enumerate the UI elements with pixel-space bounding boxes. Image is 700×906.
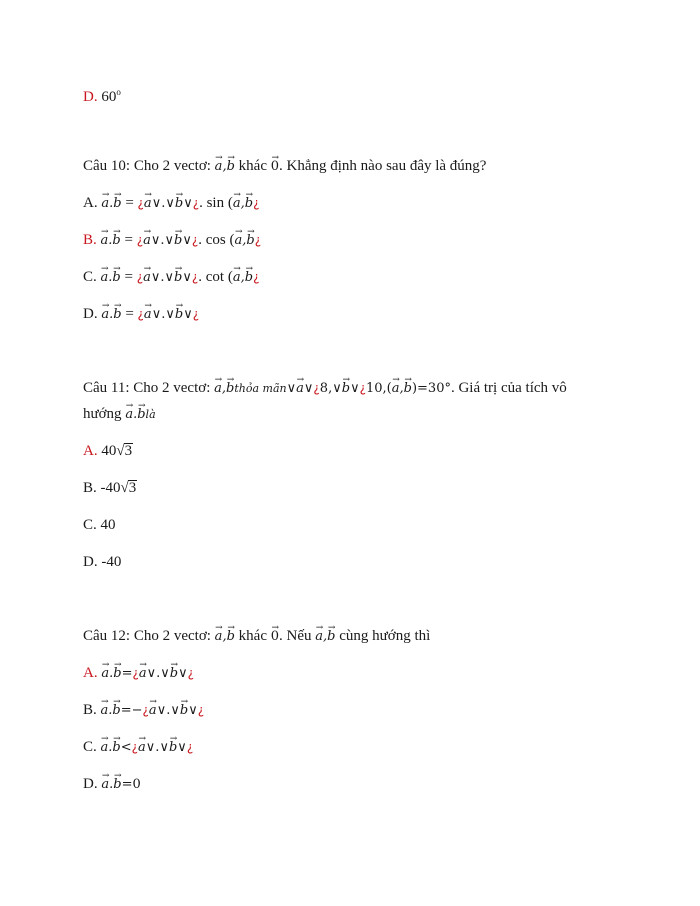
option-value: 60 <box>101 89 117 105</box>
sqrt-sign: √ <box>116 443 125 459</box>
q11-stem: Câu 11: Cho 2 vectơ: → a,→ bthỏa mãn∨→ a∨¿8,∨→ b∨¿10,(→ a,→ b)=30°. Giá trị của tích vô <box>83 378 567 399</box>
q12-option-b: B. → a.→ b=−¿→ a∨.∨→ b∨¿ <box>83 700 204 721</box>
trig-function: sin <box>206 195 225 211</box>
q11-option-b <box>83 478 137 498</box>
magnitude-a: 8 <box>319 381 329 396</box>
option-label: D. <box>83 89 98 105</box>
stem-text: khác <box>234 158 271 174</box>
relation: =0 <box>121 777 141 792</box>
q10-stem <box>83 156 486 177</box>
option-label: A. <box>83 665 98 681</box>
option-label: A. <box>83 443 98 459</box>
stem-text: Câu 10: Cho 2 vectơ: <box>83 158 215 174</box>
stem-text: cùng hướng thì <box>335 628 431 644</box>
relation: < <box>120 740 132 755</box>
option-label: C. <box>83 517 97 533</box>
option-value: 40 <box>101 443 117 459</box>
stem-text: . Nếu <box>279 628 316 644</box>
option-value: 40 <box>100 517 116 533</box>
q12-option-a: A. → a.→ b=¿→ a∨.∨→ b∨¿ <box>83 663 194 684</box>
stem-la: là <box>145 408 156 421</box>
option-label: C. <box>83 739 97 755</box>
trig-function: cos <box>205 232 226 248</box>
q11-option-a <box>83 441 133 461</box>
option-label: A. <box>83 195 98 211</box>
q11-option-c <box>83 515 116 535</box>
option-label: B. <box>83 232 97 248</box>
stem-text: hướng <box>83 406 126 422</box>
trig-function: cot <box>205 269 225 285</box>
q10-option-a: A. → a.→ b = ¿→ a∨.∨→ b∨¿. sin (→ a,→ b¿ <box>83 193 259 214</box>
option-value: -40 <box>100 480 121 496</box>
q11-option-d <box>83 552 121 572</box>
relation: = <box>121 666 133 681</box>
q9-option-d <box>83 82 121 107</box>
option-label: B. <box>83 702 97 718</box>
stem-text: . Khẳng định nào sau đây là đúng? <box>279 158 487 174</box>
stem-text: Câu 11: Cho 2 vectơ: <box>83 380 215 396</box>
q10-option-c: C. → a.→ b = ¿→ a∨.∨→ b∨¿. cot (→ a,→ b¿ <box>83 267 259 288</box>
q11-stem-line2: hướng → a.→ blà <box>83 404 156 425</box>
q10-option-d: D. → a.→ b = ¿→ a∨.∨→ b∨¿ <box>83 304 199 325</box>
stem-satisfy: thỏa mãn <box>234 382 287 395</box>
stem-text: . Giá trị của tích vô <box>450 380 567 396</box>
option-label: D. <box>83 554 98 570</box>
relation: =− <box>120 703 143 718</box>
option-label: D. <box>83 776 98 792</box>
q12-option-d: D. → a.→ b=0 <box>83 774 141 795</box>
q12-stem: Câu 12: Cho 2 vectơ: → a,→ b khác → 0. Nếu → a,→ b cùng hướng thì <box>83 626 430 647</box>
option-label: D. <box>83 306 98 322</box>
stem-text: Câu 12: Cho 2 vectơ: <box>83 628 215 644</box>
sqrt-radicand: 3 <box>128 480 137 496</box>
q10-option-b: B. → a.→ b = ¿→ a∨.∨→ b∨¿. cos (→ a,→ b¿ <box>83 230 261 251</box>
option-value: -40 <box>101 554 122 570</box>
angle-value: 30 <box>427 381 445 396</box>
zero-vector: → 0 <box>271 157 279 177</box>
magnitude-b: 10 <box>365 381 383 396</box>
stem-text: khác <box>234 628 271 644</box>
option-label: C. <box>83 269 97 285</box>
zero-vector: → 0 <box>271 627 279 647</box>
option-label: B. <box>83 480 97 496</box>
degree-mark: o <box>116 87 121 97</box>
sqrt-radicand: 3 <box>124 443 133 459</box>
sqrt-sign: √ <box>120 480 129 496</box>
vectors: → a,→ b <box>215 159 235 174</box>
q12-option-c: C. → a.→ b<¿→ a∨.∨→ b∨¿ <box>83 737 193 758</box>
